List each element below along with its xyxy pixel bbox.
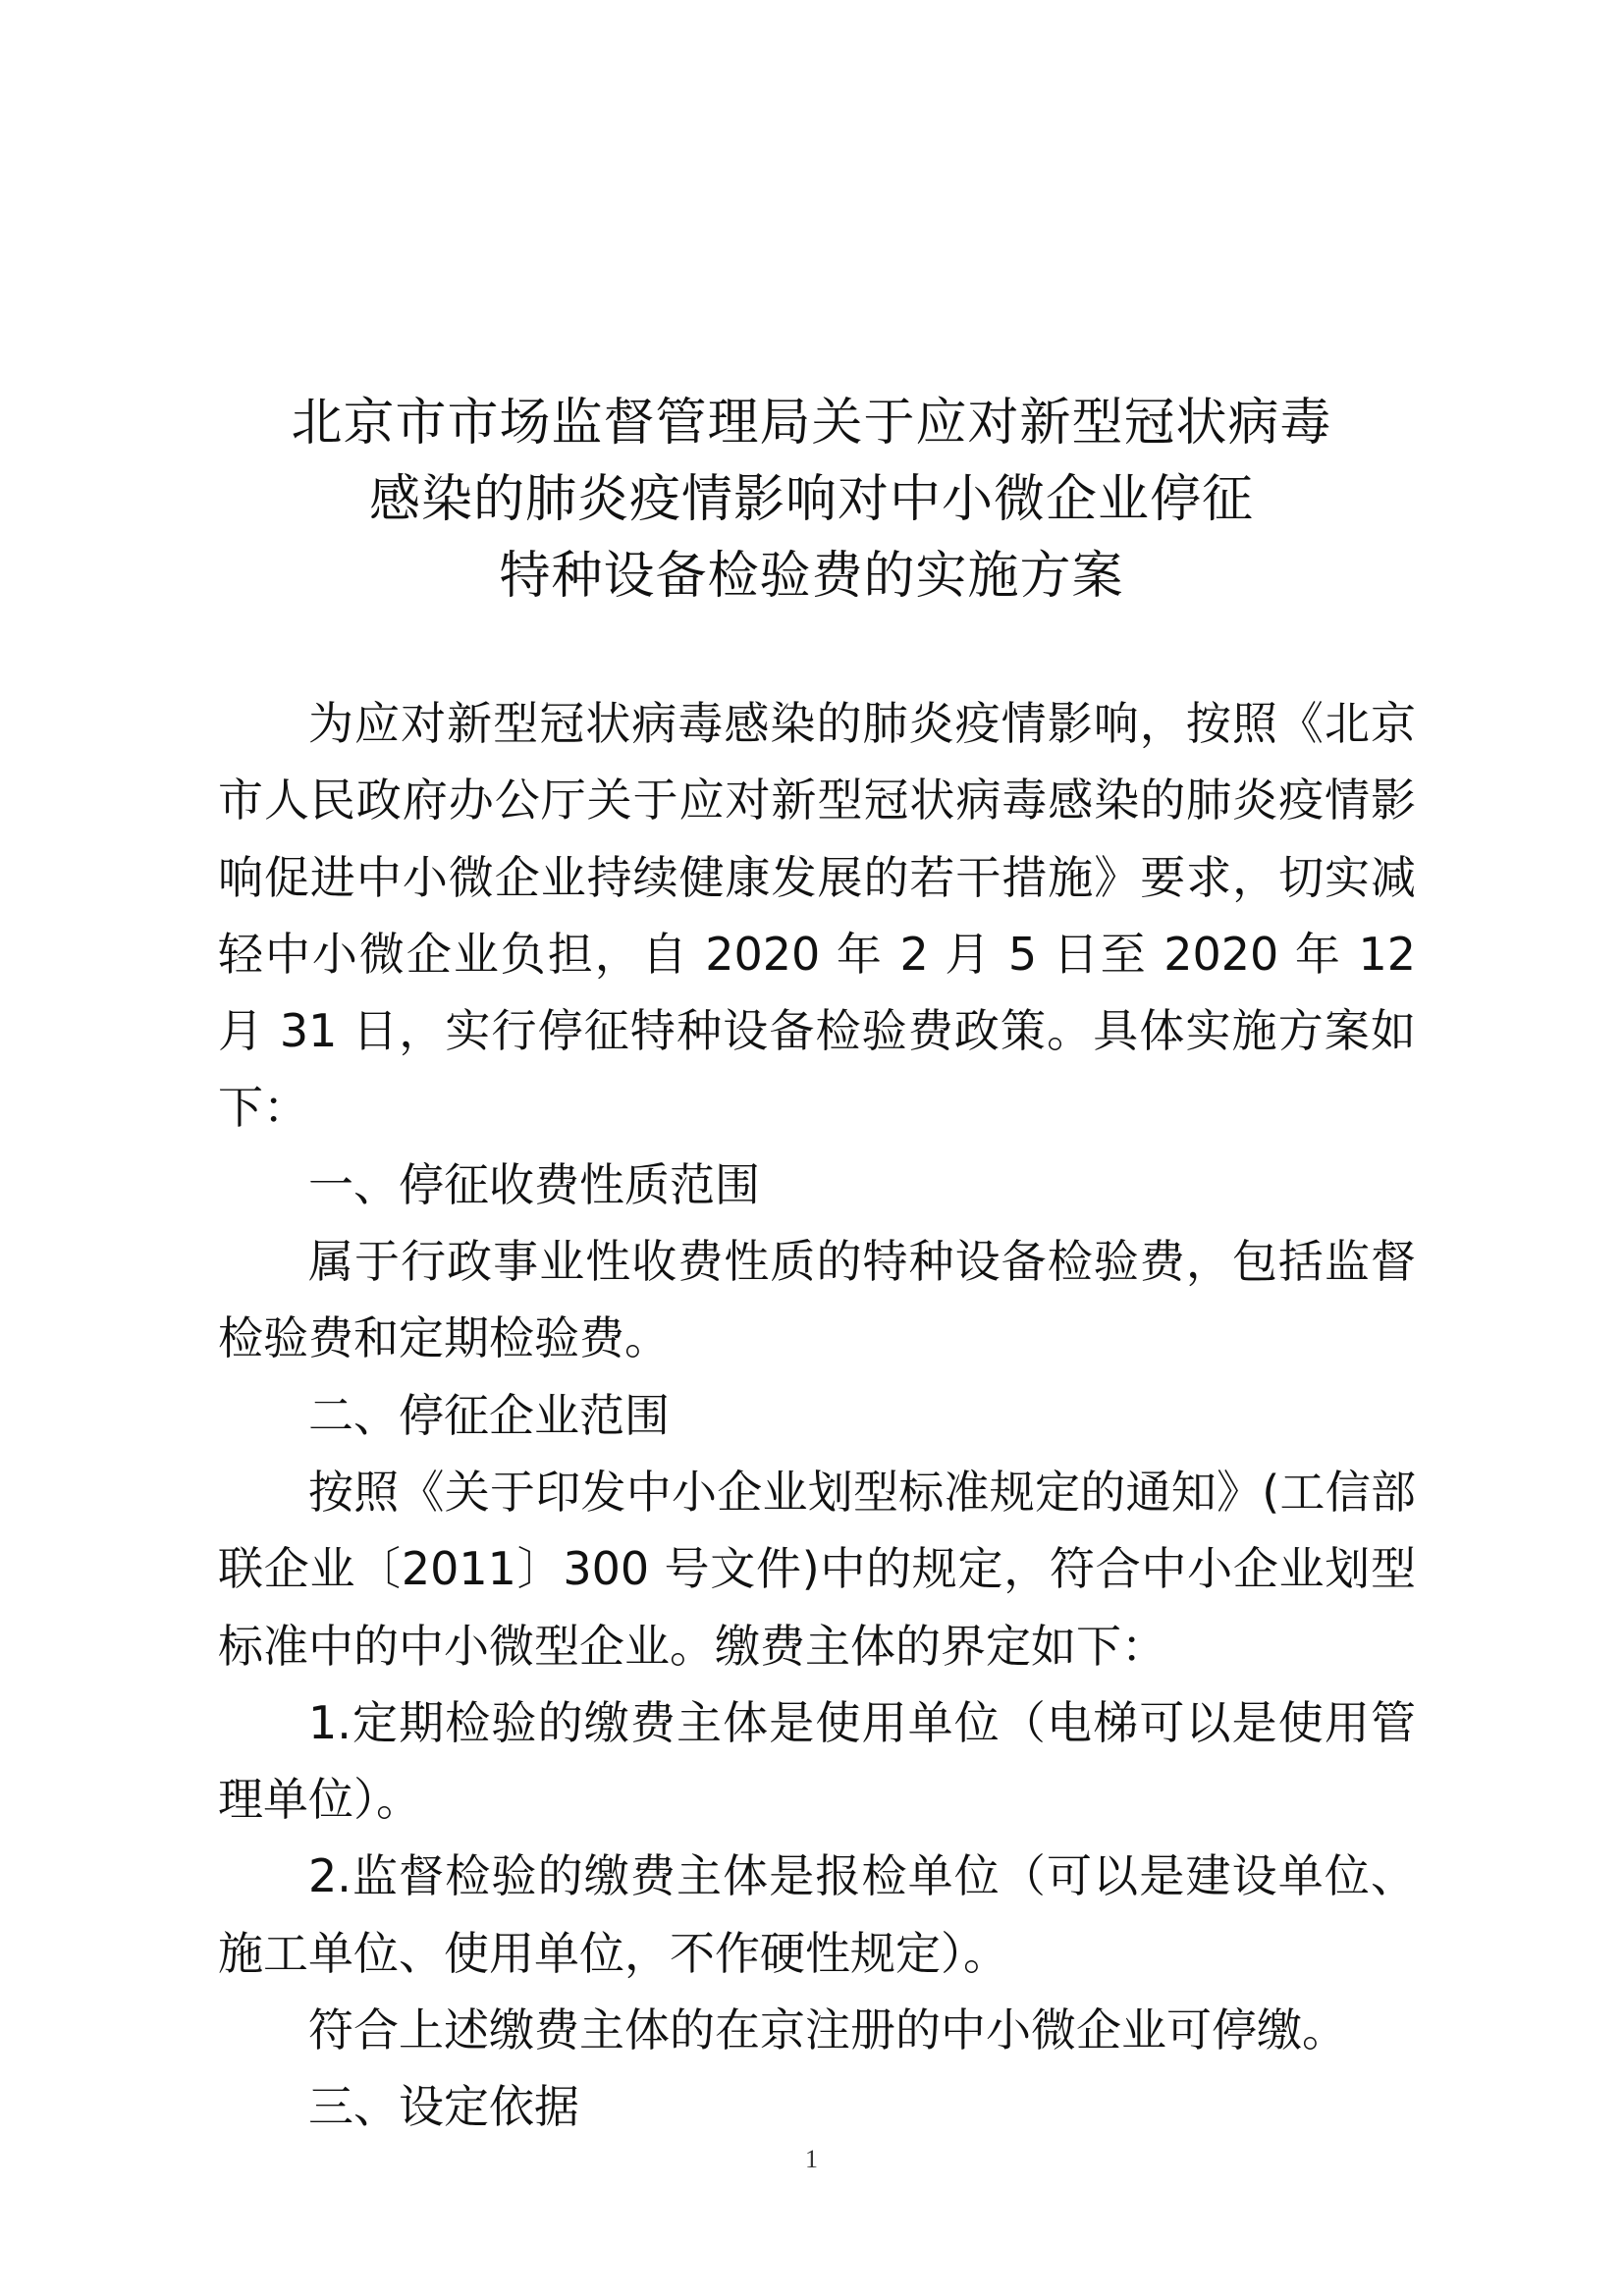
title-line-3: 特种设备检验费的实施方案 [499,547,1124,606]
document-body [218,685,1416,2146]
document-title [226,385,1397,614]
section-2-heading: 二、停征企业范围 [308,1388,670,1442]
title-line-2: 感染的肺炎疫情影响对中小微企业停征 [368,470,1254,529]
section-3-heading: 三、设定依据 [308,2080,579,2134]
section-1-paragraph: 属于行政事业性收费性质的特种设备检验费，包括监督检验费和定期检验费。 [218,1235,1416,1365]
title-line-1: 北京市市场监督管理局关于应对新型冠状病毒 [291,394,1332,453]
closing-paragraph: 符合上述缴费主体的在京注册的中小微企业可停缴。 [308,2003,1347,2057]
page-number: 1 [805,2145,818,2173]
section-1-heading: 一、停征收费性质范围 [308,1157,760,1211]
list-item-2: 2.监督检验的缴费主体是报检单位（可以是建设单位、施工单位、使用单位，不作硬性规定）。 [218,1849,1416,1980]
section-2-paragraph: 按照《关于印发中小企业划型标准规定的通知》(工信部联企业〔2011〕300 号文件)中的规定，符合中小企业划型标准中的中小微型企业。缴费主体的界定如下： [218,1465,1416,1673]
intro-paragraph: 为应对新型冠状病毒感染的肺炎疫情影响，按照《北京市人民政府办公厅关于应对新型冠状病毒感染的肺炎疫情影响促进中小微企业持续健康发展的若干措施》要求，切实减轻中小微企业负担，自 2020 年 2 月 5 日至 2020 年 12 月 31 日，实行停征特种设备检验费政策。具体实施方案如下： [218,697,1416,1135]
list-item-1: 1.定期检验的缴费主体是使用单位（电梯可以是使用管理单位）。 [218,1695,1416,1827]
